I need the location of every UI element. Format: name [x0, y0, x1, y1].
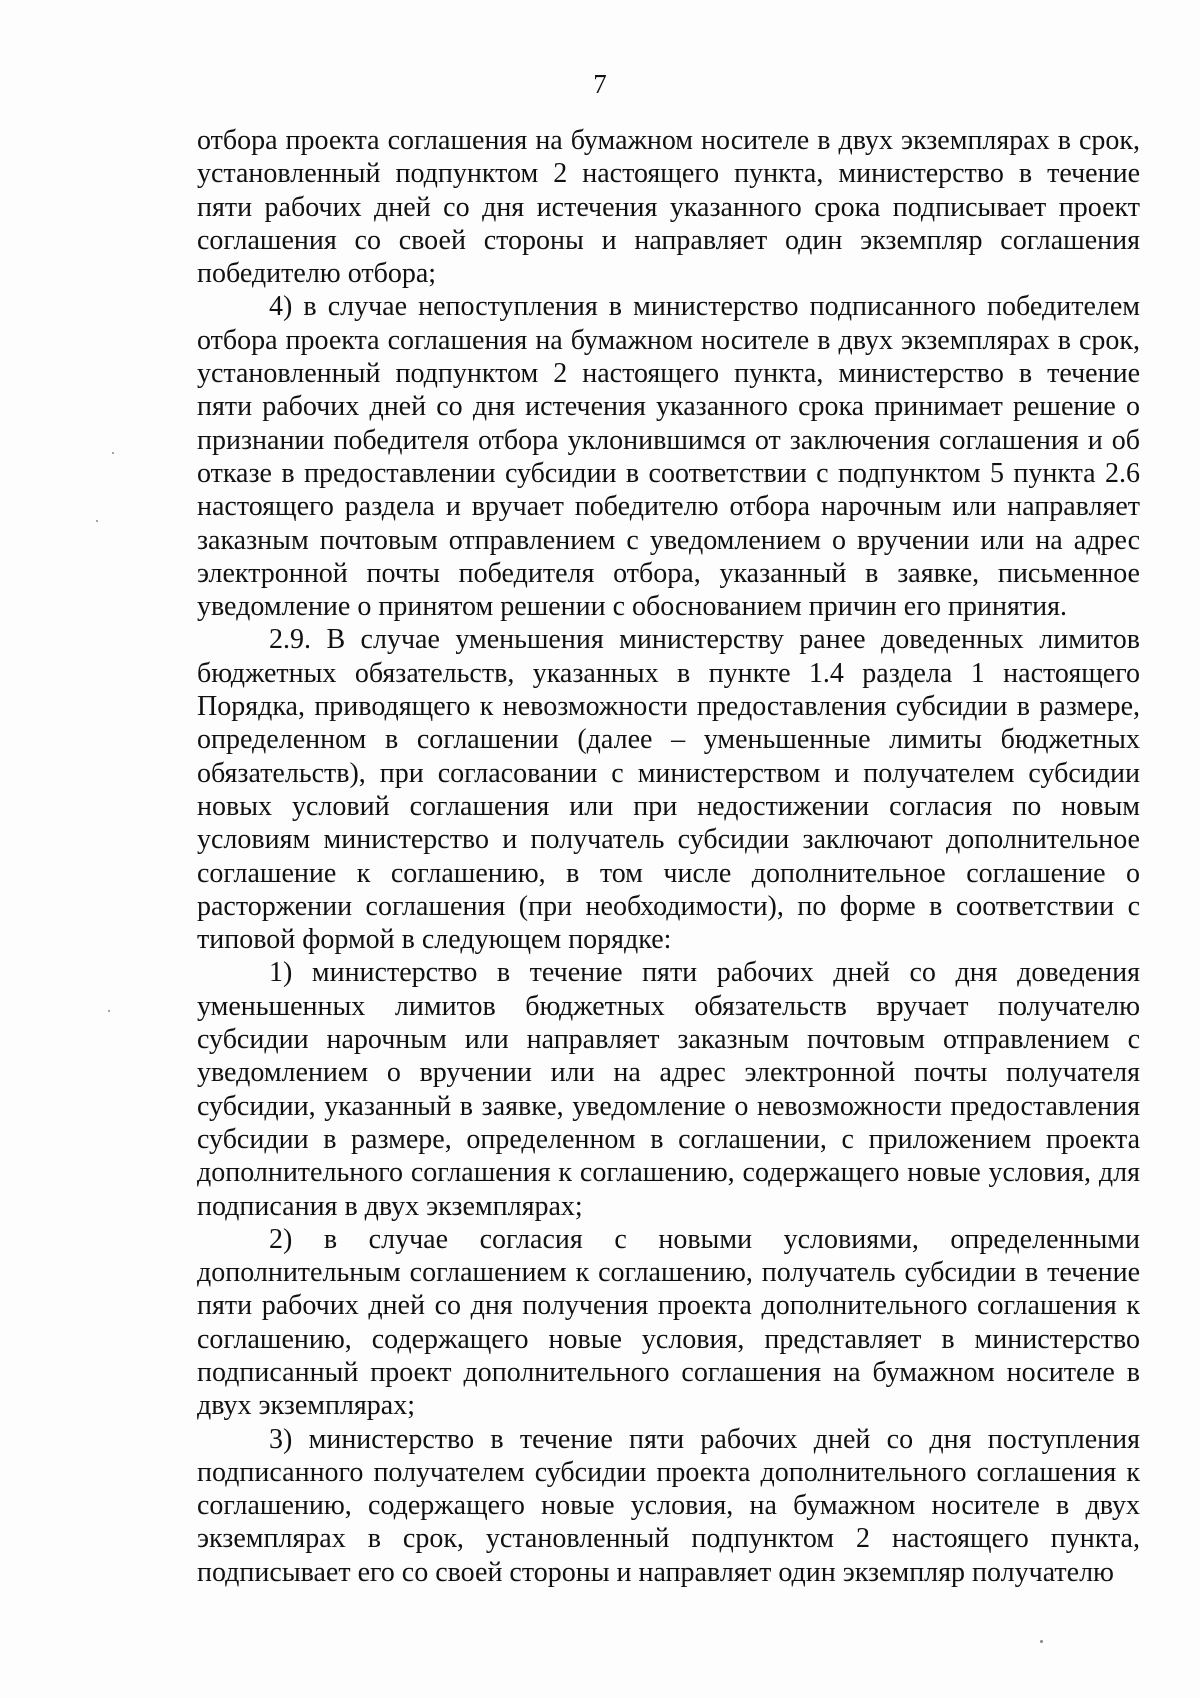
paragraph-continuation: отбора проекта соглашения на бумажном носителе в двух экземплярах в срок, установленный подпунктом 2 настоящего пункта, министерство в течение пяти рабочих дней со дня истечения указанного срока подписывает проект соглашения со своей стороны и направляет один экземпляр соглашения победителю отбора; — [197, 125, 1140, 290]
scan-speck — [96, 520, 98, 522]
page-number: 7 — [593, 69, 607, 99]
paragraph-item-4: 4) в случае непоступления в министерство подписанного победителем отбора проекта соглашения на бумажном носителе в двух экземплярах в срок, установленный подпунктом 2 настоящего пункта, министерство в течение пяти рабочих дней со дня истечения указанного срока принимает решение о признании победителя отбора уклонившимся от заключения соглашения и об отказе в предоставлении субсидии в соответствии с подпунктом 5 пункта 2.6 настоящего раздела и вручает победителю отбора нарочным или направляет заказным почтовым отправлением с уведомлением о вручении или на адрес электронной почты победителя отбора, указанный в заявке, письменное уведомление о принятом решении с обоснованием причин его принятия. — [197, 291, 1140, 623]
paragraph-item-1: 1) министерство в течение пяти рабочих дней со дня доведения уменьшенных лимитов бюджетных обязательств вручает получателю субсидии нарочным или направляет заказным почтовым отправлением с уведомлением о вручении или на адрес электронной почты получателя субсидии, указанный в заявке, уведомление о невозможности предоставления субсидии в размере, определенном в соглашении, с приложением проекта дополнительного соглашения к соглашению, содержащего новые условия, для подписания в двух экземплярах; — [197, 957, 1140, 1222]
scan-speck — [108, 1010, 110, 1012]
paragraph-section-2-9: 2.9. В случае уменьшения министерству ранее доведенных лимитов бюджетных обязательств, указанных в пункте 1.4 раздела 1 настоящего Порядка, приводящего к невозможности предоставления субсидии в размере, определенном в соглашении (далее – уменьшенные лимиты бюджетных обязательств), при согласовании с министерством и получателем субсидии новых условий соглашения или при недостижении согласия по новым условиям министерство и получатель субсидии заключают дополнительное соглашение к соглашению, в том числе дополнительное соглашение о расторжении соглашения (при необходимости), по форме в соответствии с типовой формой в следующем порядке: — [197, 624, 1140, 956]
scan-speck — [112, 452, 114, 454]
paragraph-item-2: 2) в случае согласия с новыми условиями, определенными дополнительным соглашением к соглашению, получатель субсидии в течение пяти рабочих дней со дня получения проекта дополнительного соглашения к соглашению, содержащего новые условия, представляет в министерство подписанный проект дополнительного соглашения на бумажном носителе в двух экземплярах; — [197, 1223, 1140, 1422]
scan-speck — [1040, 1640, 1043, 1643]
paragraph-item-3: 3) министерство в течение пяти рабочих дней со дня поступления подписанного получателем субсидии проекта дополнительного соглашения к соглашению, содержащего новые условия, на бумажном носителе в двух экземплярах в срок, установленный подпунктом 2 настоящего пункта, подписывает его со своей стороны и направляет один экземпляр получателю — [197, 1423, 1140, 1588]
document-body — [197, 124, 1140, 1589]
